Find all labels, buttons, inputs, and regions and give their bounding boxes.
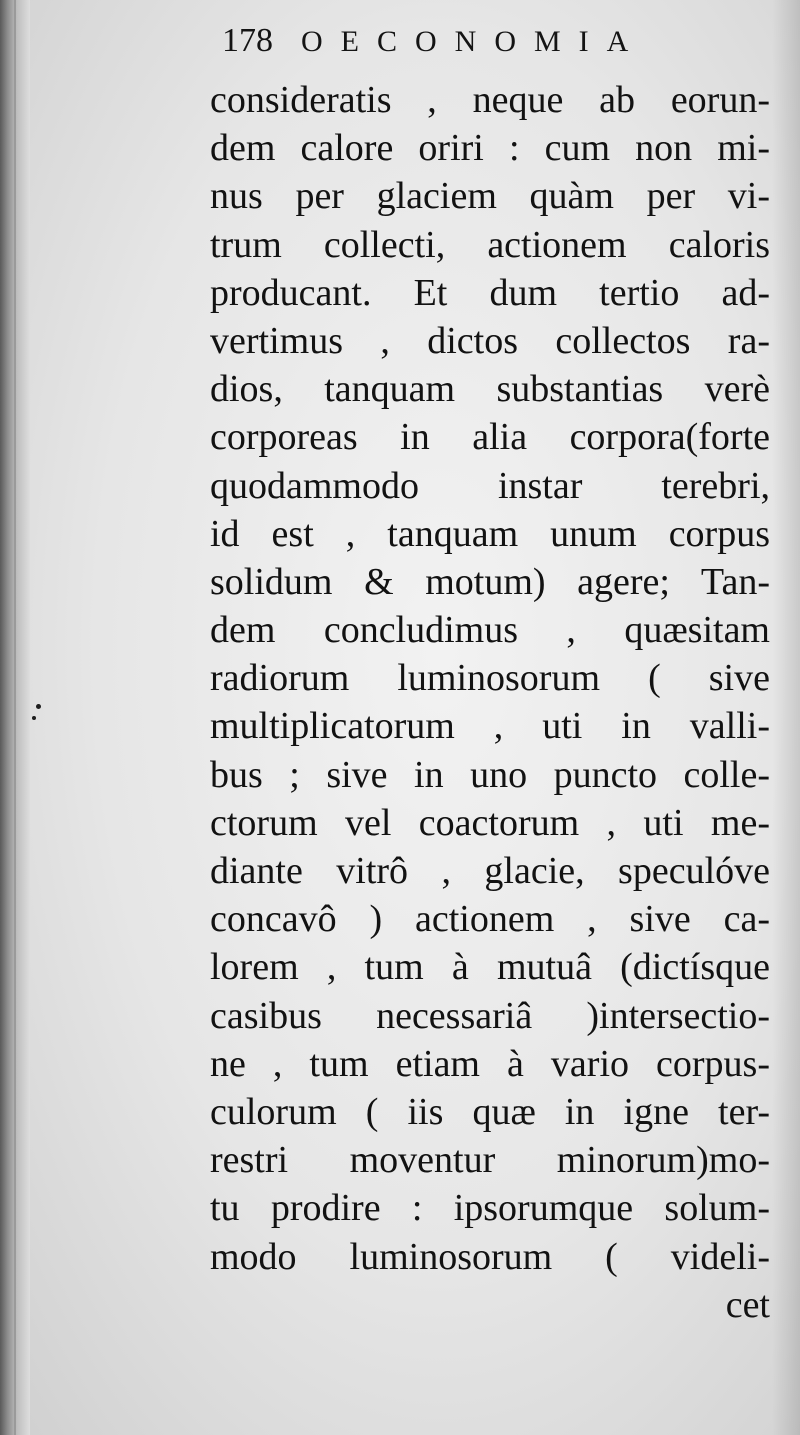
text-line: restri moventur minorum)mo- (210, 1139, 770, 1182)
text-line: ne , tum etiam à vario corpus- (210, 1042, 770, 1085)
text-line: solidum & motum) agere; Tan- (210, 560, 770, 603)
binding-fold-line (14, 0, 16, 1435)
text-line: consideratis , neque ab eorun- (210, 79, 770, 121)
page-number: 178 (222, 22, 273, 59)
page-edge-shadow (772, 0, 800, 1435)
catchword: cet (725, 1283, 770, 1326)
text-line: casibus necessariâ )intersectio- (210, 994, 770, 1037)
ink-speck (32, 716, 36, 720)
text-line: dem calore oriri : cum non mi- (210, 127, 770, 170)
text-line: id est , tanquam unum corpus (210, 512, 770, 555)
text-line: producant. Et dum tertio ad- (210, 271, 770, 314)
text-line: multiplicatorum , uti in valli- (210, 705, 770, 748)
body-text (210, 76, 770, 1329)
text-line: dios, tanquam substantias verè (210, 368, 770, 411)
text-line: concavô ) actionem , sive ca- (210, 898, 770, 941)
ink-speck (36, 704, 41, 709)
text-line: tu prodire : ipsorumque solum- (210, 1187, 770, 1230)
text-line: corporeas in alia corpora(forte (210, 416, 770, 459)
text-line: diante vitrô , glacie, speculóve (210, 850, 770, 892)
text-line: modo luminosorum ( videli- (210, 1235, 770, 1278)
text-line: quodammodo instar terebri, (210, 464, 770, 507)
text-line: trum collecti, actionem caloris (210, 223, 770, 266)
running-title: OECONOMIA (301, 25, 647, 58)
running-head (222, 22, 692, 70)
text-line: nus per glaciem quàm per vi- (210, 175, 770, 218)
text-line: dem concludimus , quæsitam (210, 609, 770, 652)
text-line: bus ; sive in uno puncto colle- (210, 753, 770, 796)
text-line: ctorum vel coactorum , uti me- (210, 801, 770, 844)
text-line: culorum ( iis quæ in igne ter- (210, 1090, 770, 1133)
text-line: lorem , tum à mutuâ (dictísque (210, 946, 770, 989)
text-line: radiorum luminosorum ( sive (210, 657, 770, 700)
text-line: vertimus , dictos collectos ra- (210, 319, 770, 362)
